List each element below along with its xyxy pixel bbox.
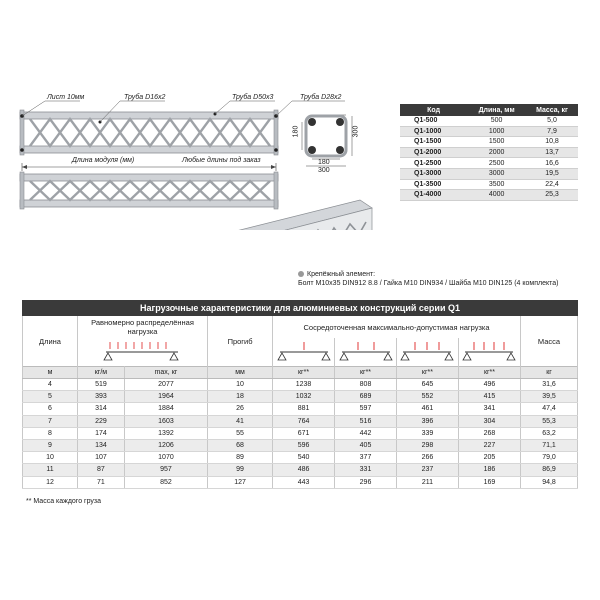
load-table-body: [23, 379, 578, 489]
table-cell: 314: [78, 403, 125, 415]
table-cell: 63,2: [521, 427, 578, 439]
header-deflection: Прогиб: [208, 316, 273, 367]
table-cell: 461: [396, 403, 458, 415]
table-cell: 486: [273, 464, 335, 476]
table-cell: 689: [335, 391, 397, 403]
table-cell: 2077: [124, 379, 207, 391]
unit-cell: м: [23, 367, 78, 379]
table-cell: 1964: [124, 391, 207, 403]
header-length: Длина: [23, 316, 78, 367]
table-cell: 79,0: [521, 452, 578, 464]
table-cell: 1070: [124, 452, 207, 464]
table-cell: 266: [396, 452, 458, 464]
table-cell: 237: [396, 464, 458, 476]
uniform-load-diagram: [78, 338, 208, 367]
table-cell: 205: [458, 452, 520, 464]
table-row: [400, 168, 578, 179]
header-uniform-load-text: Равномерно распределённая нагрузка: [91, 318, 194, 336]
header-mass: Масса, кг: [526, 104, 578, 116]
table-cell: 341: [458, 403, 520, 415]
table-cell: 516: [335, 415, 397, 427]
header-length: Длина, мм: [467, 104, 526, 116]
bullet-icon: [298, 271, 304, 277]
code-table: [400, 104, 578, 201]
table-row: [23, 452, 578, 464]
table-row: [23, 476, 578, 488]
table-cell: 331: [335, 464, 397, 476]
table-row: [400, 190, 578, 201]
table-cell: 71,1: [521, 439, 578, 451]
table-cell: 377: [335, 452, 397, 464]
table-cell: 5: [23, 391, 78, 403]
mass-cell: 5,0: [526, 116, 578, 126]
table-row: [400, 137, 578, 148]
table-cell: 496: [458, 379, 520, 391]
table-row: [400, 116, 578, 126]
length-cell: 1000: [467, 126, 526, 137]
table-cell: 1603: [124, 415, 207, 427]
table-cell: 298: [396, 439, 458, 451]
label-sheet: Лист 10мм: [47, 94, 85, 101]
unit-cell: кг**: [396, 367, 458, 379]
table-cell: 12: [23, 476, 78, 488]
unit-cell: кг: [521, 367, 578, 379]
table-cell: 86,9: [521, 464, 578, 476]
code-cell: Q1-4000: [400, 190, 467, 201]
table-cell: 852: [124, 476, 207, 488]
point-load-diagram-3: [396, 338, 458, 367]
table-row: [23, 427, 578, 439]
uniform-load-icon: [98, 339, 188, 363]
table-cell: 4: [23, 379, 78, 391]
table-cell: 396: [396, 415, 458, 427]
table-cell: 1032: [273, 391, 335, 403]
code-table-header: [400, 104, 578, 116]
table-cell: 229: [78, 415, 125, 427]
dim-180-vertical: 180: [292, 125, 300, 138]
table-cell: 808: [335, 379, 397, 391]
table-cell: 94,8: [521, 476, 578, 488]
table-cell: 881: [273, 403, 335, 415]
table-cell: 764: [273, 415, 335, 427]
table-cell: 211: [396, 476, 458, 488]
table-row: [23, 439, 578, 451]
table-cell: 127: [208, 476, 273, 488]
table-cell: 552: [396, 391, 458, 403]
table-cell: 9: [23, 439, 78, 451]
table-cell: 1206: [124, 439, 207, 451]
table-cell: 87: [78, 464, 125, 476]
code-cell: Q1-3000: [400, 168, 467, 179]
table-cell: 339: [396, 427, 458, 439]
dim-180-horizontal: 180: [318, 159, 330, 166]
label-tube-d16: Труба D16x2: [124, 94, 166, 101]
table-cell: 174: [78, 427, 125, 439]
table-cell: 1884: [124, 403, 207, 415]
table-cell: 671: [273, 427, 335, 439]
table-cell: 68: [208, 439, 273, 451]
table-row: [400, 179, 578, 190]
footnote: ** Масса каждого груза: [26, 498, 102, 505]
load-table-title: Нагрузочные характеристики для алюминиевых конструкций серии Q1: [22, 300, 578, 316]
length-cell: 1500: [467, 137, 526, 148]
code-cell: Q1-2500: [400, 158, 467, 169]
label-tube-d28: Труба D28x2: [300, 94, 342, 101]
table-cell: 31,6: [521, 379, 578, 391]
mass-cell: 13,7: [526, 147, 578, 158]
load-header-row: [23, 316, 578, 338]
table-row: [23, 379, 578, 391]
table-cell: 186: [458, 464, 520, 476]
mass-cell: 22,4: [526, 179, 578, 190]
table-cell: 393: [78, 391, 125, 403]
load-diagram-row: [23, 338, 578, 367]
units-row: [23, 367, 578, 379]
table-cell: 107: [78, 452, 125, 464]
table-cell: 443: [273, 476, 335, 488]
table-cell: 26: [208, 403, 273, 415]
table-cell: 227: [458, 439, 520, 451]
header-code: Код: [400, 104, 467, 116]
unit-cell: мм: [208, 367, 273, 379]
table-cell: 6: [23, 403, 78, 415]
table-row: [23, 464, 578, 476]
unit-cell: кг/м: [78, 367, 125, 379]
table-cell: 47,4: [521, 403, 578, 415]
code-cell: Q1-1000: [400, 126, 467, 137]
point-load-3-icon: [399, 339, 455, 363]
load-table: [22, 316, 578, 489]
length-cell: 3500: [467, 179, 526, 190]
table-cell: 596: [273, 439, 335, 451]
dim-300-vertical: 300: [352, 125, 360, 138]
length-cell: 2500: [467, 158, 526, 169]
table-cell: 99: [208, 464, 273, 476]
table-cell: 134: [78, 439, 125, 451]
unit-cell: кг**: [458, 367, 520, 379]
table-cell: 39,5: [521, 391, 578, 403]
point-load-2-icon: [338, 339, 394, 363]
length-cell: 3000: [467, 168, 526, 179]
unit-cell: кг**: [335, 367, 397, 379]
table-cell: 597: [335, 403, 397, 415]
dim-300-horizontal: 300: [318, 167, 330, 174]
header-mass: Масса: [521, 316, 578, 367]
length-cell: 500: [467, 116, 526, 126]
table-row: [400, 126, 578, 137]
table-cell: 18: [208, 391, 273, 403]
code-cell: Q1-2000: [400, 147, 467, 158]
table-row: [23, 415, 578, 427]
fastener-note: [298, 270, 558, 288]
table-cell: 169: [458, 476, 520, 488]
table-cell: 296: [335, 476, 397, 488]
table-row: [23, 391, 578, 403]
table-cell: 519: [78, 379, 125, 391]
unit-cell: max, кг: [124, 367, 207, 379]
table-row: [23, 403, 578, 415]
code-cell: Q1-1500: [400, 137, 467, 148]
table-cell: 89: [208, 452, 273, 464]
table-cell: 304: [458, 415, 520, 427]
mass-cell: 10,8: [526, 137, 578, 148]
mass-cell: 7,9: [526, 126, 578, 137]
table-cell: 442: [335, 427, 397, 439]
table-cell: 268: [458, 427, 520, 439]
table-cell: 11: [23, 464, 78, 476]
length-cell: 4000: [467, 190, 526, 201]
table-cell: 1392: [124, 427, 207, 439]
point-load-diagram-2: [335, 338, 397, 367]
table-row: [400, 147, 578, 158]
mass-cell: 16,6: [526, 158, 578, 169]
fastener-detail: Болт М10х35 DIN912 8.8 / Гайка М10 DIN934 / Шайба М10 DIN125 (4 комплекта): [298, 280, 559, 287]
label-any-length: Любые длины под заказ: [182, 157, 261, 164]
table-cell: 55,3: [521, 415, 578, 427]
fastener-title: Крепёжный элемент:: [307, 271, 376, 278]
table-cell: 540: [273, 452, 335, 464]
point-load-diagram-4: [458, 338, 520, 367]
label-tube-d50: Труба D50x3: [232, 94, 274, 101]
code-cell: Q1-3500: [400, 179, 467, 190]
point-load-4-icon: [461, 339, 517, 363]
table-row: [400, 158, 578, 169]
length-cell: 2000: [467, 147, 526, 158]
table-cell: 1238: [273, 379, 335, 391]
table-cell: 415: [458, 391, 520, 403]
label-module-length: Длина модуля (мм): [72, 157, 135, 164]
header-uniform-load: [78, 316, 208, 338]
table-cell: 55: [208, 427, 273, 439]
code-cell: Q1-500: [400, 116, 467, 126]
table-cell: 957: [124, 464, 207, 476]
unit-cell: кг**: [273, 367, 335, 379]
point-load-diagram-1: [273, 338, 335, 367]
point-load-1-icon: [276, 339, 332, 363]
table-cell: 405: [335, 439, 397, 451]
table-cell: 71: [78, 476, 125, 488]
table-cell: 645: [396, 379, 458, 391]
mass-cell: 25,3: [526, 190, 578, 201]
table-cell: 7: [23, 415, 78, 427]
header-point-load: Сосредоточенная максимально-допустимая нагрузка: [273, 316, 521, 338]
table-cell: 8: [23, 427, 78, 439]
mass-cell: 19,5: [526, 168, 578, 179]
table-cell: 10: [23, 452, 78, 464]
table-cell: 41: [208, 415, 273, 427]
table-cell: 10: [208, 379, 273, 391]
